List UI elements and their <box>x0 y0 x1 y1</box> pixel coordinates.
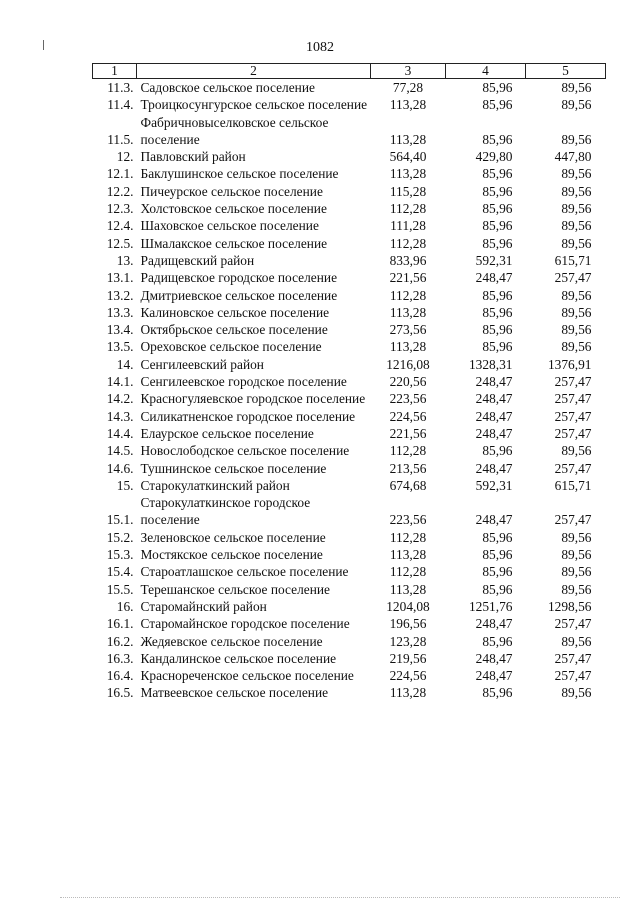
row-value-col4: 248,47 <box>475 668 513 684</box>
row-value-col3: 112,28 <box>389 235 427 251</box>
row-value-col5: 89,56 <box>561 131 592 147</box>
row-name: Старомайнский район <box>140 598 267 614</box>
row-value-col5: 89,56 <box>561 564 592 580</box>
row-value-col4: 85,96 <box>482 685 513 701</box>
row-number: 12.1. <box>106 166 134 182</box>
row-number: 15.3. <box>106 547 134 563</box>
row-value-col5: 89,56 <box>561 80 592 95</box>
row-value-col5: 89,56 <box>561 685 592 701</box>
row-value-col5: 89,56 <box>561 201 592 217</box>
row-value-col3: 77,28 <box>392 80 424 95</box>
row-name: Сенгилеевский район <box>140 356 264 372</box>
row-name: Новослободское сельское поселение <box>140 443 350 459</box>
row-value-col3: 196,56 <box>389 616 427 632</box>
row-name: Павловский район <box>140 149 246 165</box>
table-row <box>93 252 606 269</box>
row-name: Радищевский район <box>140 252 255 268</box>
row-value-col4: 85,96 <box>482 201 513 217</box>
row-name: Силикатненское городское поселение <box>140 408 356 424</box>
row-number: 14.5. <box>106 443 134 459</box>
table-row <box>93 269 606 286</box>
row-number: 12.2. <box>106 183 134 199</box>
row-name: Холстовское сельское поселение <box>140 201 327 217</box>
row-value-col5: 615,71 <box>554 477 592 493</box>
row-number: 16. <box>116 598 134 614</box>
row-name: Красногуляевское городское поселение <box>140 391 366 407</box>
row-name: Сенгилеевское городское поселение <box>140 374 347 390</box>
row-value-col5: 89,56 <box>561 547 592 563</box>
row-value-col3: 221,56 <box>389 270 427 286</box>
row-value-col4: 85,96 <box>482 166 513 182</box>
table-row <box>93 598 606 615</box>
row-value-col5: 257,47 <box>554 374 592 390</box>
row-value-col5: 89,56 <box>561 166 592 182</box>
row-value-col3: 113,28 <box>389 339 427 355</box>
row-value-col5: 257,47 <box>554 460 592 476</box>
row-value-col4: 248,47 <box>475 270 513 286</box>
row-name: Зеленовское сельское поселение <box>140 529 326 545</box>
row-value-col3: 833,96 <box>389 252 427 268</box>
row-value-col3: 112,28 <box>389 529 427 545</box>
row-value-col5: 257,47 <box>554 616 592 632</box>
row-value-col3: 113,28 <box>389 97 427 113</box>
table-row <box>93 563 606 580</box>
row-number: 12. <box>116 149 134 165</box>
row-value-col4: 85,96 <box>482 581 513 597</box>
row-value-col3: 224,56 <box>389 668 427 684</box>
row-number: 11.5. <box>107 131 134 147</box>
row-value-col4: 85,96 <box>482 97 513 113</box>
row-value-col5: 1298,56 <box>547 598 592 614</box>
table-row <box>93 165 606 182</box>
row-name: Краснореченское сельское поселение <box>140 668 354 684</box>
row-value-col3: 112,28 <box>389 443 427 459</box>
row-value-col3: 123,28 <box>389 633 427 649</box>
row-number: 16.2. <box>106 633 134 649</box>
row-number: 15.1. <box>106 512 134 528</box>
row-number: 13. <box>116 252 134 268</box>
row-name: Староатлашское сельское поселение <box>140 564 349 580</box>
row-value-col3: 273,56 <box>389 322 427 338</box>
row-value-col3: 113,28 <box>389 131 427 147</box>
row-value-col5: 89,56 <box>561 633 592 649</box>
row-value-col4: 85,96 <box>482 131 513 147</box>
row-number: 12.4. <box>106 218 134 234</box>
row-value-col4: 85,96 <box>482 304 513 320</box>
row-number: 14.2. <box>106 391 134 407</box>
row-number: 11.3. <box>107 80 134 95</box>
row-name: Матвеевское сельское поселение <box>140 685 329 701</box>
row-value-col3: 113,28 <box>389 166 427 182</box>
header-col-4: 4 <box>446 64 526 79</box>
row-number: 14. <box>116 356 134 372</box>
row-number: 12.3. <box>106 201 134 217</box>
row-number: 14.3. <box>106 408 134 424</box>
row-value-col4: 85,96 <box>482 339 513 355</box>
row-value-col5: 257,47 <box>554 668 592 684</box>
row-value-col5: 89,56 <box>561 287 592 303</box>
row-value-col4: 1328,31 <box>468 356 513 372</box>
row-value-col3: 112,28 <box>389 287 427 303</box>
row-number: 13.4. <box>106 322 134 338</box>
row-number: 15.4. <box>106 564 134 580</box>
row-name: Елаурское сельское поселение <box>140 425 314 441</box>
row-value-col4: 85,96 <box>482 80 513 95</box>
row-value-col5: 89,56 <box>561 339 592 355</box>
row-value-col4: 592,31 <box>475 252 513 268</box>
row-value-col5: 89,56 <box>561 235 592 251</box>
row-value-col3: 223,56 <box>389 391 427 407</box>
page-number: 1082 <box>306 40 334 55</box>
table-row <box>93 390 606 407</box>
row-value-col3: 219,56 <box>389 650 427 666</box>
table-row <box>93 217 606 234</box>
table-row <box>93 546 606 563</box>
row-value-col4: 85,96 <box>482 235 513 251</box>
row-value-col3: 113,28 <box>389 304 427 320</box>
table-row <box>93 615 606 632</box>
row-value-col3: 213,56 <box>389 460 427 476</box>
row-name: Кандалинское сельское поселение <box>140 650 337 666</box>
row-value-col5: 89,56 <box>561 304 592 320</box>
row-value-col3: 115,28 <box>389 183 427 199</box>
table-body <box>93 79 606 702</box>
row-value-col5: 89,56 <box>561 581 592 597</box>
row-value-col4: 248,47 <box>475 460 513 476</box>
row-value-col5: 257,47 <box>554 408 592 424</box>
table-row <box>93 408 606 425</box>
row-value-col3: 674,68 <box>389 477 427 493</box>
table-row <box>93 477 606 494</box>
row-number: 13.5. <box>106 339 134 355</box>
table-row <box>93 373 606 390</box>
row-value-col4: 85,96 <box>482 547 513 563</box>
row-value-col3: 1204,08 <box>386 598 430 614</box>
table-row <box>93 304 606 321</box>
header-col-3: 3 <box>371 64 446 79</box>
row-name: Калиновское сельское поселение <box>140 304 330 320</box>
row-name: Фабричновыселковское сельское поселение <box>140 114 329 147</box>
row-value-col3: 564,40 <box>389 149 427 165</box>
table-row <box>93 287 606 304</box>
table-row <box>93 494 606 529</box>
data-table <box>92 63 606 702</box>
row-value-col5: 257,47 <box>554 425 592 441</box>
row-value-col3: 112,28 <box>389 564 427 580</box>
row-number: 15.2. <box>106 529 134 545</box>
row-name: Пичеурское сельское поселение <box>140 183 323 199</box>
row-name: Жедяевское сельское поселение <box>140 633 323 649</box>
row-value-col3: 113,28 <box>389 581 427 597</box>
row-value-col3: 223,56 <box>389 512 427 528</box>
row-name: Терешанское сельское поселение <box>140 581 330 597</box>
row-value-col4: 592,31 <box>475 477 513 493</box>
row-value-col4: 85,96 <box>482 183 513 199</box>
row-value-col4: 248,47 <box>475 408 513 424</box>
row-value-col5: 257,47 <box>554 391 592 407</box>
table-row <box>93 581 606 598</box>
table-row <box>93 96 606 113</box>
row-value-col5: 1376,91 <box>547 356 592 372</box>
row-value-col4: 248,47 <box>475 425 513 441</box>
table-row <box>93 79 606 97</box>
row-name: Старомайнское городское поселение <box>140 616 350 632</box>
row-name: Дмитриевское сельское поселение <box>140 287 338 303</box>
row-value-col4: 85,96 <box>482 529 513 545</box>
row-value-col4: 248,47 <box>475 374 513 390</box>
row-value-col4: 85,96 <box>482 218 513 234</box>
row-name: Троицкосунгурское сельское поселение <box>140 97 368 113</box>
row-name: Радищевское городское поселение <box>140 270 338 286</box>
row-value-col5: 257,47 <box>554 650 592 666</box>
row-number: 13.1. <box>106 270 134 286</box>
row-name: Тушнинское сельское поселение <box>140 460 327 476</box>
row-value-col4: 248,47 <box>475 616 513 632</box>
table-row <box>93 200 606 217</box>
row-value-col3: 224,56 <box>389 408 427 424</box>
table-row <box>93 442 606 459</box>
row-value-col5: 447,80 <box>554 149 592 165</box>
row-number: 11.4. <box>107 97 134 113</box>
row-value-col5: 257,47 <box>554 270 592 286</box>
row-number: 16.1. <box>106 616 134 632</box>
row-value-col3: 111,28 <box>390 218 426 234</box>
row-name: Шаховское сельское поселение <box>140 218 319 234</box>
row-value-col4: 248,47 <box>475 650 513 666</box>
table-row <box>93 425 606 442</box>
row-name: Ореховское сельское поселение <box>140 339 322 355</box>
row-number: 14.6. <box>106 460 134 476</box>
row-number: 13.2. <box>106 287 134 303</box>
row-number: 13.3. <box>106 304 134 320</box>
row-name: Октябрьское сельское поселение <box>140 322 328 338</box>
table-row <box>93 235 606 252</box>
row-name: Старокулаткинское городское поселение <box>140 495 311 528</box>
row-number: 16.5. <box>106 685 134 701</box>
row-value-col4: 85,96 <box>482 633 513 649</box>
row-value-col4: 248,47 <box>475 512 513 528</box>
row-value-col4: 85,96 <box>482 287 513 303</box>
scan-artifact <box>60 897 620 899</box>
table-row <box>93 356 606 373</box>
table-header <box>93 64 606 79</box>
row-value-col4: 429,80 <box>475 149 513 165</box>
table-row <box>93 321 606 338</box>
row-number: 15. <box>116 477 134 493</box>
row-value-col4: 248,47 <box>475 391 513 407</box>
row-value-col5: 257,47 <box>554 512 592 528</box>
header-col-5: 5 <box>526 64 606 79</box>
row-value-col3: 113,28 <box>389 547 427 563</box>
row-number: 16.3. <box>106 650 134 666</box>
header-col-1: 1 <box>93 64 137 79</box>
row-value-col3: 113,28 <box>389 685 427 701</box>
row-value-col3: 112,28 <box>389 201 427 217</box>
table-row <box>93 338 606 355</box>
row-name: Садовское сельское поселение <box>140 80 315 95</box>
row-value-col3: 220,56 <box>389 374 427 390</box>
table-row <box>93 183 606 200</box>
table-row <box>93 460 606 477</box>
table-row <box>93 650 606 667</box>
row-value-col4: 85,96 <box>482 564 513 580</box>
row-value-col4: 85,96 <box>482 322 513 338</box>
row-value-col3: 221,56 <box>389 425 427 441</box>
row-value-col3: 1216,08 <box>386 356 430 372</box>
row-value-col4: 85,96 <box>482 443 513 459</box>
row-name: Баклушинское сельское поселение <box>140 166 339 182</box>
row-number: 14.1. <box>106 374 134 390</box>
row-name: Старокулаткинский район <box>140 477 290 493</box>
row-number: 15.5. <box>106 581 134 597</box>
table-row <box>93 529 606 546</box>
table-row <box>93 633 606 650</box>
table-row <box>93 114 606 149</box>
row-value-col5: 89,56 <box>561 97 592 113</box>
row-name: Мостякское сельское поселение <box>140 547 323 563</box>
row-value-col5: 89,56 <box>561 183 592 199</box>
row-number: 14.4. <box>106 425 134 441</box>
row-value-col5: 89,56 <box>561 443 592 459</box>
header-col-2: 2 <box>137 64 371 79</box>
row-number: 12.5. <box>106 235 134 251</box>
table-row <box>93 148 606 165</box>
row-value-col5: 89,56 <box>561 529 592 545</box>
row-value-col5: 89,56 <box>561 218 592 234</box>
row-value-col5: 89,56 <box>561 322 592 338</box>
row-value-col4: 1251,76 <box>468 598 513 614</box>
table-row <box>93 667 606 684</box>
row-number: 16.4. <box>106 668 134 684</box>
row-value-col5: 615,71 <box>554 252 592 268</box>
row-name: Шмалакское сельское поселение <box>140 235 328 251</box>
table-row <box>93 684 606 701</box>
